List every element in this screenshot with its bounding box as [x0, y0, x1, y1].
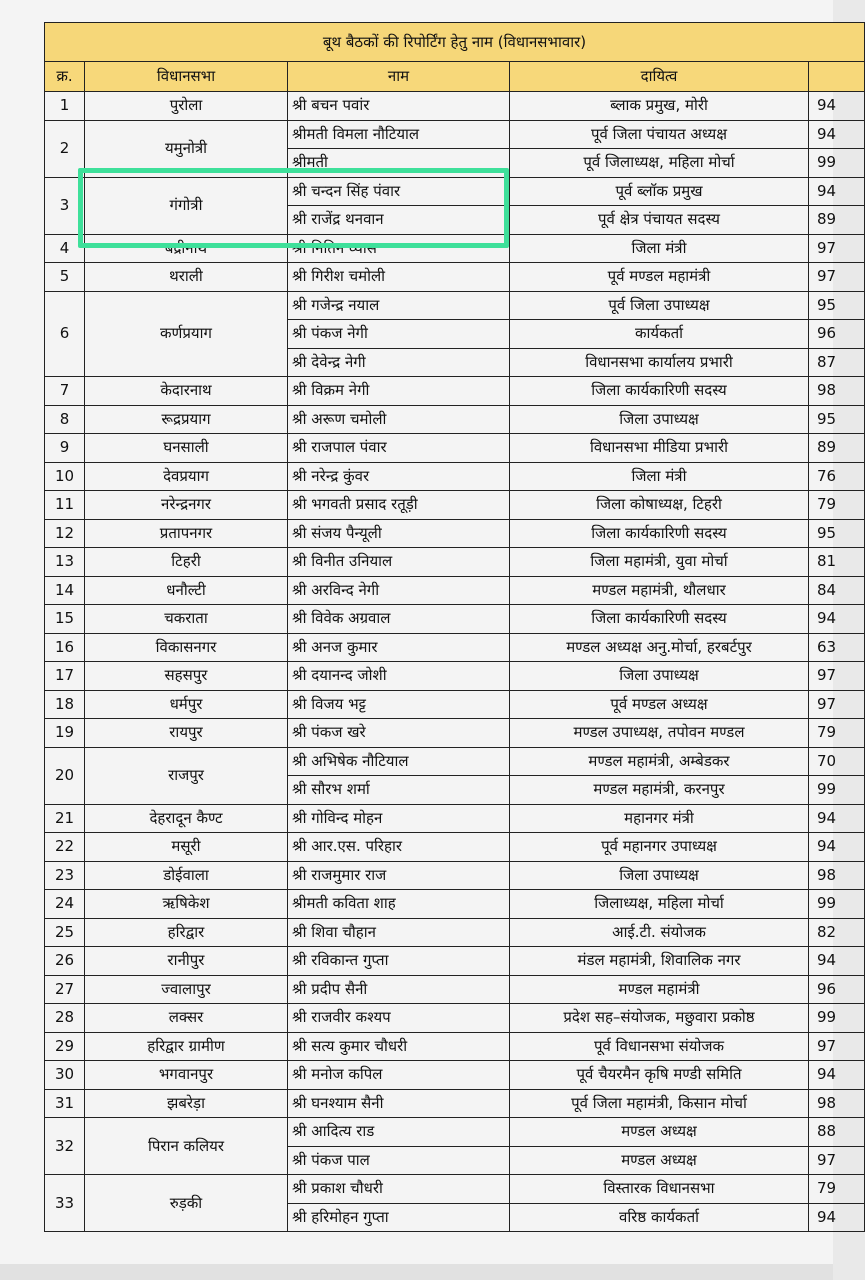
phone-cell: 96 — [809, 320, 865, 349]
name-cell: श्री राजेंद्र थनवान — [288, 206, 510, 235]
serial-cell: 21 — [45, 804, 85, 833]
serial-cell: 3 — [45, 177, 85, 234]
table-row — [45, 377, 865, 406]
phone-cell: 97 — [809, 690, 865, 719]
role-cell: जिला कार्यकारिणी सदस्य — [510, 377, 809, 406]
table-row — [45, 519, 865, 548]
serial-cell: 26 — [45, 947, 85, 976]
serial-cell: 13 — [45, 548, 85, 577]
phone-cell: 79 — [809, 491, 865, 520]
role-cell: विधानसभा कार्यालय प्रभारी — [510, 348, 809, 377]
name-cell: श्री राजपाल पंवार — [288, 434, 510, 463]
role-cell: जिला मंत्री — [510, 462, 809, 491]
phone-cell: 87 — [809, 348, 865, 377]
name-cell: श्री बचन पवांर — [288, 92, 510, 121]
table-row — [45, 662, 865, 691]
phone-cell: 98 — [809, 861, 865, 890]
name-cell: श्री नितिन व्यास — [288, 234, 510, 263]
role-cell: मण्डल उपाध्यक्ष, तपोवन मण्डल — [510, 719, 809, 748]
name-cell: श्री आदित्य राड — [288, 1118, 510, 1147]
table-row — [45, 291, 865, 320]
phone-cell: 63 — [809, 633, 865, 662]
name-cell: श्री अनज कुमार — [288, 633, 510, 662]
constituency-cell: थराली — [85, 263, 288, 292]
name-cell: श्री विनीत उनियाल — [288, 548, 510, 577]
table-row — [45, 491, 865, 520]
table-row — [45, 804, 865, 833]
name-cell: श्री सौरभ शर्मा — [288, 776, 510, 805]
constituency-cell: कर्णप्रयाग — [85, 291, 288, 377]
table-row — [45, 1032, 865, 1061]
table-row — [45, 833, 865, 862]
constituency-cell: पिरान कलियर — [85, 1118, 288, 1175]
role-cell: पूर्व जिला उपाध्यक्ष — [510, 291, 809, 320]
name-cell: श्री रविकान्त गुप्ता — [288, 947, 510, 976]
table-row — [45, 1175, 865, 1204]
name-cell: श्री घनश्याम सैनी — [288, 1089, 510, 1118]
name-cell: श्री पंकज पाल — [288, 1146, 510, 1175]
constituency-cell: विकासनगर — [85, 633, 288, 662]
constituency-cell: ज्वालापुर — [85, 975, 288, 1004]
serial-cell: 23 — [45, 861, 85, 890]
constituency-cell: ऋषिकेश — [85, 890, 288, 919]
name-cell: श्री राजमुमार राज — [288, 861, 510, 890]
phone-cell: 70 — [809, 747, 865, 776]
serial-cell: 10 — [45, 462, 85, 491]
constituency-cell: हरिद्वार — [85, 918, 288, 947]
name-cell: श्री चन्दन सिंह पंवार — [288, 177, 510, 206]
table-body — [45, 92, 865, 1232]
constituency-cell: घनसाली — [85, 434, 288, 463]
phone-cell: 94 — [809, 92, 865, 121]
table-row — [45, 605, 865, 634]
bottom-strip — [0, 1264, 833, 1280]
role-cell: पूर्व चैयरमैन कृषि मण्डी समिति — [510, 1061, 809, 1090]
phone-cell: 88 — [809, 1118, 865, 1147]
table-row — [45, 576, 865, 605]
table-row — [45, 719, 865, 748]
phone-cell: 97 — [809, 1146, 865, 1175]
role-cell: कार्यकर्ता — [510, 320, 809, 349]
phone-cell: 98 — [809, 377, 865, 406]
phone-cell: 89 — [809, 434, 865, 463]
table-row — [45, 918, 865, 947]
table-row — [45, 462, 865, 491]
table-row — [45, 1061, 865, 1090]
constituency-cell: पुरोला — [85, 92, 288, 121]
header-serial: क्र. — [45, 62, 85, 92]
constituency-cell: यमुनोत्री — [85, 120, 288, 177]
name-cell: श्री पंकज नेगी — [288, 320, 510, 349]
phone-cell: 97 — [809, 662, 865, 691]
phone-cell: 98 — [809, 1089, 865, 1118]
name-cell: श्री शिवा चौहान — [288, 918, 510, 947]
phone-cell: 95 — [809, 291, 865, 320]
constituency-cell: हरिद्वार ग्रामीण — [85, 1032, 288, 1061]
constituency-cell: केदारनाथ — [85, 377, 288, 406]
constituency-cell: रानीपुर — [85, 947, 288, 976]
constituency-cell: रुड़की — [85, 1175, 288, 1232]
role-cell: पूर्व विधानसभा संयोजक — [510, 1032, 809, 1061]
name-cell: श्री दयानन्द जोशी — [288, 662, 510, 691]
header-name: नाम — [288, 62, 510, 92]
phone-cell: 95 — [809, 519, 865, 548]
highlight-box — [78, 168, 509, 248]
serial-cell: 6 — [45, 291, 85, 377]
header-phone — [809, 62, 865, 92]
role-cell: जिला उपाध्यक्ष — [510, 405, 809, 434]
constituency-cell: सहसपुर — [85, 662, 288, 691]
phone-cell: 94 — [809, 1203, 865, 1232]
role-cell: पूर्व मण्डल महामंत्री — [510, 263, 809, 292]
constituency-cell: प्रतापनगर — [85, 519, 288, 548]
name-cell: श्री मनोज कपिल — [288, 1061, 510, 1090]
serial-cell: 11 — [45, 491, 85, 520]
role-cell: पूर्व जिलाध्यक्ष, महिला मोर्चा — [510, 149, 809, 178]
serial-cell: 5 — [45, 263, 85, 292]
serial-cell: 32 — [45, 1118, 85, 1175]
role-cell: मण्डल अध्यक्ष — [510, 1146, 809, 1175]
serial-cell: 2 — [45, 120, 85, 177]
role-cell: प्रदेश सह–संयोजक, मछुवारा प्रकोष्ठ — [510, 1004, 809, 1033]
role-cell: जिला कोषाध्यक्ष, टिहरी — [510, 491, 809, 520]
table-row — [45, 890, 865, 919]
serial-cell: 29 — [45, 1032, 85, 1061]
role-cell: पूर्व मण्डल अध्यक्ष — [510, 690, 809, 719]
serial-cell: 24 — [45, 890, 85, 919]
role-cell: पूर्व जिला पंचायत अध्यक्ष — [510, 120, 809, 149]
serial-cell: 19 — [45, 719, 85, 748]
constituency-cell: झबरेड़ा — [85, 1089, 288, 1118]
role-cell: ब्लाक प्रमुख, मोरी — [510, 92, 809, 121]
constituency-cell: टिहरी — [85, 548, 288, 577]
name-cell: श्री सत्य कुमार चौधरी — [288, 1032, 510, 1061]
role-cell: पूर्व ब्लॉक प्रमुख — [510, 177, 809, 206]
table-row — [45, 690, 865, 719]
name-cell: श्री गिरीश चमोली — [288, 263, 510, 292]
name-cell: श्री गजेन्द्र नयाल — [288, 291, 510, 320]
name-cell: श्री आर.एस. परिहार — [288, 833, 510, 862]
phone-cell: 94 — [809, 947, 865, 976]
constituency-cell: मसूरी — [85, 833, 288, 862]
name-cell: श्रीमती विमला नौटियाल — [288, 120, 510, 149]
constituency-cell: धर्मपुर — [85, 690, 288, 719]
name-cell: श्री विक्रम नेगी — [288, 377, 510, 406]
header-constituency: विधानसभा — [85, 62, 288, 92]
constituency-cell: राजपुर — [85, 747, 288, 804]
constituency-cell: गंगोत्री — [85, 177, 288, 234]
name-cell: श्री नरेन्द्र कुंवर — [288, 462, 510, 491]
role-cell: जिलाध्यक्ष, महिला मोर्चा — [510, 890, 809, 919]
serial-cell: 30 — [45, 1061, 85, 1090]
phone-cell: 97 — [809, 1032, 865, 1061]
role-cell: मण्डल महामंत्री, करनपुर — [510, 776, 809, 805]
phone-cell: 99 — [809, 776, 865, 805]
serial-cell: 33 — [45, 1175, 85, 1232]
table-row — [45, 92, 865, 121]
constituency-cell: डोईवाला — [85, 861, 288, 890]
serial-cell: 4 — [45, 234, 85, 263]
constituency-cell: बद्रीनाथ — [85, 234, 288, 263]
phone-cell: 94 — [809, 1061, 865, 1090]
role-cell: जिला उपाध्यक्ष — [510, 861, 809, 890]
phone-cell: 99 — [809, 1004, 865, 1033]
constituency-cell: देवप्रयाग — [85, 462, 288, 491]
phone-cell: 82 — [809, 918, 865, 947]
name-cell: श्री गोविन्द मोहन — [288, 804, 510, 833]
table-row — [45, 1089, 865, 1118]
table-row — [45, 548, 865, 577]
serial-cell: 20 — [45, 747, 85, 804]
constituency-cell: चकराता — [85, 605, 288, 634]
role-cell: मण्डल अध्यक्ष — [510, 1118, 809, 1147]
role-cell: मण्डल महामंत्री — [510, 975, 809, 1004]
role-cell: विस्तारक विधानसभा — [510, 1175, 809, 1204]
phone-cell: 99 — [809, 149, 865, 178]
phone-cell: 94 — [809, 833, 865, 862]
table-row — [45, 1004, 865, 1033]
serial-cell: 31 — [45, 1089, 85, 1118]
serial-cell: 27 — [45, 975, 85, 1004]
name-cell: श्री देवेन्द्र नेगी — [288, 348, 510, 377]
role-cell: मण्डल महामंत्री, अम्बेडकर — [510, 747, 809, 776]
serial-cell: 28 — [45, 1004, 85, 1033]
serial-cell: 1 — [45, 92, 85, 121]
phone-cell: 94 — [809, 605, 865, 634]
phone-cell: 97 — [809, 234, 865, 263]
serial-cell: 12 — [45, 519, 85, 548]
phone-cell: 79 — [809, 719, 865, 748]
constituency-cell: लक्सर — [85, 1004, 288, 1033]
header-role: दायित्व — [510, 62, 809, 92]
phone-cell: 94 — [809, 804, 865, 833]
role-cell: मंडल महामंत्री, शिवालिक नगर — [510, 947, 809, 976]
table-row — [45, 120, 865, 149]
phone-cell: 89 — [809, 206, 865, 235]
serial-cell: 25 — [45, 918, 85, 947]
table-row — [45, 947, 865, 976]
serial-cell: 14 — [45, 576, 85, 605]
name-cell: श्री प्रदीप सैनी — [288, 975, 510, 1004]
role-cell: पूर्व महानगर उपाध्यक्ष — [510, 833, 809, 862]
name-cell: श्री संजय पैन्यूली — [288, 519, 510, 548]
serial-cell: 18 — [45, 690, 85, 719]
phone-cell: 99 — [809, 890, 865, 919]
serial-cell: 15 — [45, 605, 85, 634]
table-row — [45, 747, 865, 776]
constituency-cell: भगवानपुर — [85, 1061, 288, 1090]
table-row — [45, 263, 865, 292]
role-cell: आई.टी. संयोजक — [510, 918, 809, 947]
phone-cell: 96 — [809, 975, 865, 1004]
role-cell: पूर्व जिला महामंत्री, किसान मोर्चा — [510, 1089, 809, 1118]
phone-cell: 81 — [809, 548, 865, 577]
serial-cell: 7 — [45, 377, 85, 406]
phone-cell: 94 — [809, 120, 865, 149]
constituency-cell: रायपुर — [85, 719, 288, 748]
name-cell: श्री अभिषेक नौटियाल — [288, 747, 510, 776]
phone-cell: 94 — [809, 177, 865, 206]
table-row — [45, 861, 865, 890]
phone-cell: 97 — [809, 263, 865, 292]
phone-cell: 79 — [809, 1175, 865, 1204]
serial-cell: 16 — [45, 633, 85, 662]
role-cell: महानगर मंत्री — [510, 804, 809, 833]
table-title: बूथ बैठकों की रिपोर्टिंग हेतु नाम (विधानसभावार) — [45, 23, 865, 62]
role-cell: विधानसभा मीडिया प्रभारी — [510, 434, 809, 463]
role-cell: पूर्व क्षेत्र पंचायत सदस्य — [510, 206, 809, 235]
phone-cell: 84 — [809, 576, 865, 605]
serial-cell: 22 — [45, 833, 85, 862]
serial-cell: 8 — [45, 405, 85, 434]
role-cell: जिला कार्यकारिणी सदस्य — [510, 605, 809, 634]
name-cell: श्री अरविन्द नेगी — [288, 576, 510, 605]
name-cell: श्री भगवती प्रसाद रतूड़ी — [288, 491, 510, 520]
role-cell: जिला कार्यकारिणी सदस्य — [510, 519, 809, 548]
table-row — [45, 1118, 865, 1147]
constituency-cell: धनौल्टी — [85, 576, 288, 605]
role-cell: जिला उपाध्यक्ष — [510, 662, 809, 691]
table-row — [45, 405, 865, 434]
name-cell: श्री पंकज खरे — [288, 719, 510, 748]
phone-cell: 95 — [809, 405, 865, 434]
table-row — [45, 975, 865, 1004]
constituency-cell: देहरादून कैण्ट — [85, 804, 288, 833]
phone-cell: 76 — [809, 462, 865, 491]
role-cell: वरिष्ठ कार्यकर्ता — [510, 1203, 809, 1232]
serial-cell: 9 — [45, 434, 85, 463]
name-cell: श्री अरूण चमोली — [288, 405, 510, 434]
name-cell: श्रीमती कविता शाह — [288, 890, 510, 919]
name-cell: श्री विवेक अग्रवाल — [288, 605, 510, 634]
name-cell: श्री प्रकाश चौधरी — [288, 1175, 510, 1204]
role-cell: मण्डल अध्यक्ष अनु.मोर्चा, हरबर्टपुर — [510, 633, 809, 662]
table-row — [45, 434, 865, 463]
role-cell: जिला मंत्री — [510, 234, 809, 263]
name-cell: श्रीमती — [288, 149, 510, 178]
name-cell: श्री राजवीर कश्यप — [288, 1004, 510, 1033]
name-cell: श्री विजय भट्ट — [288, 690, 510, 719]
role-cell: जिला महामंत्री, युवा मोर्चा — [510, 548, 809, 577]
constituency-cell: रूद्रप्रयाग — [85, 405, 288, 434]
role-cell: मण्डल महामंत्री, थौलधार — [510, 576, 809, 605]
constituency-cell: नरेन्द्रनगर — [85, 491, 288, 520]
serial-cell: 17 — [45, 662, 85, 691]
table-row — [45, 633, 865, 662]
name-cell: श्री हरिमोहन गुप्ता — [288, 1203, 510, 1232]
